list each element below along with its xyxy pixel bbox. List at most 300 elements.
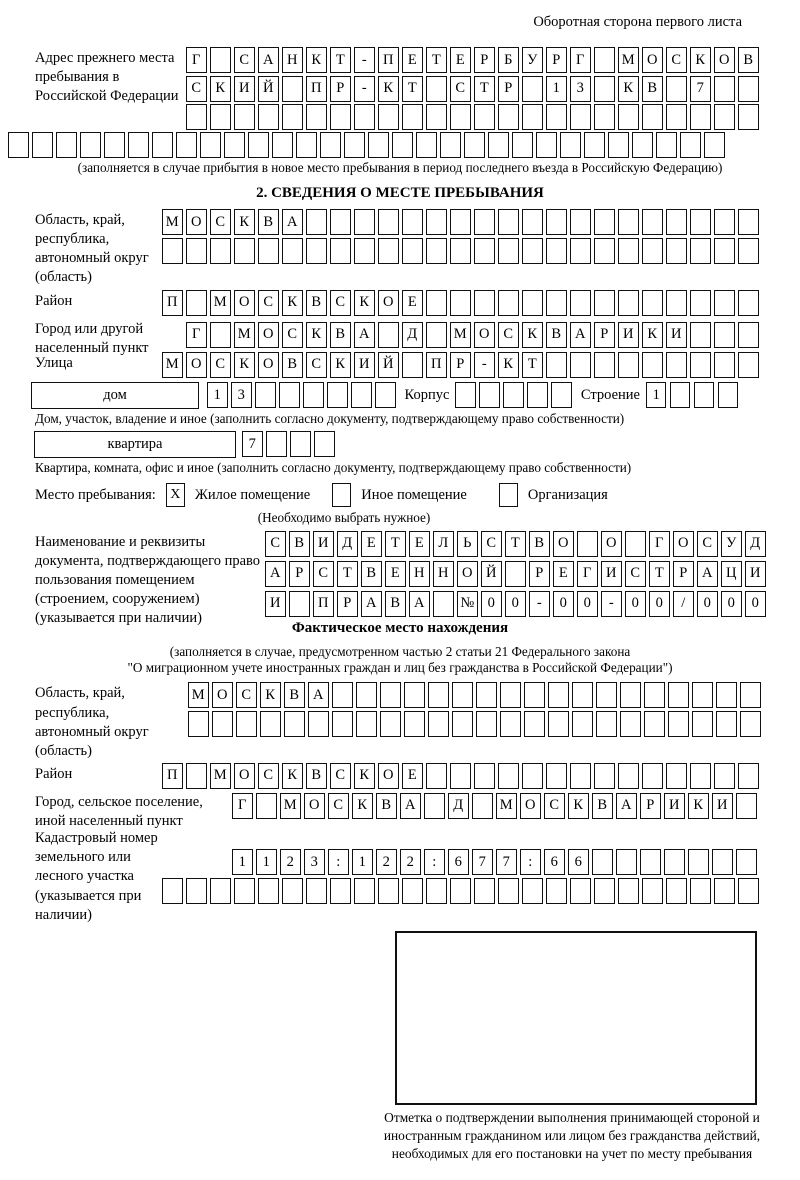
form-cell [296,132,317,158]
form-cell: Р [673,561,694,587]
form-cell: Р [330,76,351,102]
form-cell: О [258,352,279,378]
form-cell [290,431,311,457]
form-cell: В [385,591,406,617]
form-cell [548,711,569,737]
checkbox-zhiloe-pomeshchenie: X [166,483,185,507]
form-cell [738,352,759,378]
form-cell [472,793,493,819]
form-cell: К [282,290,303,316]
form-cell: А [265,561,286,587]
form-cell: Т [337,561,358,587]
form-cell: П [378,47,399,73]
stay-place-label: Место пребывания: [35,486,156,503]
section2-oblast-row-1 [162,209,759,235]
form-cell: Т [426,47,447,73]
form-cell: О [378,290,399,316]
form-cell [344,132,365,158]
form-cell [618,290,639,316]
form-cell [488,132,509,158]
form-cell: К [330,352,351,378]
form-cell: М [234,322,255,348]
form-cell [176,132,197,158]
form-cell [378,238,399,264]
form-cell [594,104,615,130]
form-cell: Т [505,531,526,557]
form-cell: С [544,793,565,819]
form-cell [714,209,735,235]
form-cell [620,711,641,737]
form-cell: А [409,591,430,617]
section2-city-label: Город или другой населенный пункт [35,320,149,356]
form-cell: Й [481,561,502,587]
section2-street-row [162,352,759,378]
form-cell: А [354,322,375,348]
form-cell: К [260,682,281,708]
form-cell [620,682,641,708]
form-cell [452,711,473,737]
form-cell [289,591,310,617]
form-cell: В [282,352,303,378]
form-cell: 3 [231,382,252,408]
form-cell [332,711,353,737]
prev-address-row-3 [186,104,759,130]
form-cell: А [308,682,329,708]
form-cell: 1 [352,849,373,875]
form-cell [608,132,629,158]
form-cell [210,322,231,348]
prev-address-field [35,47,790,130]
form-cell: - [354,47,375,73]
form-cell [666,238,687,264]
form-cell [716,711,737,737]
form-cell [266,431,287,457]
flat-cells [242,431,335,457]
form-cell: Д [337,531,358,557]
flat-labelbox: квартира [34,431,236,458]
form-cell [500,711,521,737]
form-cell: 7 [242,431,263,457]
form-cell [162,238,183,264]
form-cell: А [697,561,718,587]
form-cell: У [721,531,742,557]
form-cell [258,104,279,130]
form-cell [714,352,735,378]
form-cell: С [234,47,255,73]
form-cell [378,104,399,130]
confirmation-mark-caption: Отметка о подтверждении выполнения принимающей стороной и иностранным гражданином или лицом без гражданства действий, необходимых для его постановки на учет по месту пребывания [383,1109,761,1161]
form-cell: 0 [625,591,646,617]
form-cell [464,132,485,158]
form-cell [426,878,447,904]
form-cell: Н [282,47,303,73]
house-row [31,382,790,409]
form-cell [104,132,125,158]
form-cell: В [306,763,327,789]
form-cell: О [304,793,325,819]
form-cell [738,322,759,348]
form-cell: Е [402,290,423,316]
form-cell: С [330,290,351,316]
form-cell [282,878,303,904]
form-cell: О [186,209,207,235]
form-cell: 7 [472,849,493,875]
form-cell [596,711,617,737]
form-cell: 1 [546,76,567,102]
form-cell [320,132,341,158]
form-cell [596,682,617,708]
form-cell [666,76,687,102]
form-cell [450,104,471,130]
form-cell: К [690,47,711,73]
factual-city-field [35,791,790,831]
form-cell [308,711,329,737]
factual-city-row [232,793,757,819]
form-cell [152,132,173,158]
form-cell: К [354,290,375,316]
form-cell: С [313,561,334,587]
prev-address-row-2 [186,76,759,102]
factual-title: Фактическое место нахождения [291,620,509,637]
form-cell: : [328,849,349,875]
form-cell [498,763,519,789]
form-cell [570,878,591,904]
form-cell [738,878,759,904]
form-cell: К [306,47,327,73]
form-cell [212,711,233,737]
form-cell: М [162,352,183,378]
form-cell [522,104,543,130]
form-cell [570,209,591,235]
form-cell: 0 [721,591,742,617]
form-cell [186,763,207,789]
form-cell: М [450,322,471,348]
form-cell: Е [553,561,574,587]
form-cell: С [328,793,349,819]
form-cell [618,238,639,264]
form-cell: В [529,531,550,557]
form-cell: Р [289,561,310,587]
document-row-2 [265,561,766,587]
form-cell [498,878,519,904]
form-cell: Д [745,531,766,557]
form-cell: С [666,47,687,73]
form-cell [402,352,423,378]
form-cell: 0 [697,591,718,617]
form-cell: А [400,793,421,819]
form-cell [378,322,399,348]
form-cell [450,290,471,316]
choose-note: (Необходимо выбрать нужное) [257,509,431,525]
form-cell [570,290,591,316]
flat-note: Квартира, комната, офис и иное (заполнить согласно документу, подтверждающему право собственности) [35,459,632,475]
form-cell: К [210,76,231,102]
form-cell: О [714,47,735,73]
form-cell [498,209,519,235]
form-cell [592,849,613,875]
form-cell [354,209,375,235]
form-cell [738,238,759,264]
cadastre-field [35,827,790,925]
section2-oblast-row-2 [162,238,759,264]
form-cell: И [234,76,255,102]
section2-oblast-label: Область, край, республика, автономный округ (область) [35,212,149,286]
form-cell: Н [409,561,430,587]
form-cell [642,104,663,130]
option-label-zhiloe: Жилое помещение [194,486,311,503]
form-cell [210,104,231,130]
form-cell [450,878,471,904]
form-cell: К [498,352,519,378]
form-cell: 1 [646,382,667,408]
form-cell [714,290,735,316]
document-label: Наименование и реквизиты документа, подтверждающего право пользования помещением (строением, сооружением) (указывается при наличии) [35,533,261,627]
stroenie-cells [646,382,739,408]
form-cell: 2 [376,849,397,875]
form-cell [332,682,353,708]
form-cell [426,290,447,316]
form-cell: Р [474,47,495,73]
form-cell [424,793,445,819]
form-cell [426,763,447,789]
form-cell: Л [433,531,454,557]
form-cell [402,238,423,264]
form-cell [522,290,543,316]
form-cell: В [258,209,279,235]
form-cell [522,76,543,102]
form-cell: Р [640,793,661,819]
form-cell [690,352,711,378]
form-cell [656,132,677,158]
form-cell [618,878,639,904]
form-cell [452,682,473,708]
form-cell [546,104,567,130]
form-cell [404,682,425,708]
form-cell [258,238,279,264]
form-cell [428,711,449,737]
form-cell [738,763,759,789]
form-cell [450,209,471,235]
form-cell: О [474,322,495,348]
form-cell: С [282,322,303,348]
form-cell [642,878,663,904]
form-cell: К [688,793,709,819]
form-cell [714,322,735,348]
form-cell [474,763,495,789]
form-cell [503,382,524,408]
form-cell: Е [450,47,471,73]
form-cell [546,238,567,264]
form-cell [450,763,471,789]
form-cell [644,682,665,708]
form-cell [618,763,639,789]
form-cell [618,209,639,235]
form-cell [668,682,689,708]
house-labelbox: дом [31,382,199,409]
form-cell: П [426,352,447,378]
form-cell: 3 [570,76,591,102]
form-cell: К [282,763,303,789]
form-cell [738,104,759,130]
prev-address-row-1 [186,47,759,73]
prev-address-label: Адрес прежнего места пребывания в Российской Федерации [35,50,179,105]
form-cell: О [673,531,694,557]
form-cell [666,878,687,904]
form-cell [577,531,598,557]
form-cell: К [522,322,543,348]
form-cell [714,763,735,789]
form-cell [594,76,615,102]
form-cell [236,711,257,737]
form-cell [258,878,279,904]
form-cell: Г [232,793,253,819]
form-cell [690,238,711,264]
form-cell [356,682,377,708]
form-cell [644,711,665,737]
form-cell [474,104,495,130]
form-cell: В [738,47,759,73]
form-cell: О [258,322,279,348]
form-cell: / [673,591,694,617]
form-cell: С [258,763,279,789]
form-cell [327,382,348,408]
form-cell: Д [402,322,423,348]
factual-oblast-field [35,682,790,761]
form-cell: М [162,209,183,235]
form-cell [740,682,761,708]
form-cell: О [186,352,207,378]
form-cell [618,104,639,130]
form-cell [440,132,461,158]
form-cell: Е [385,561,406,587]
house-note: Дом, участок, владение и иное (заполнить согласно документу, подтверждающему право собственности) [35,410,625,426]
form-cell [428,682,449,708]
form-cell: О [378,763,399,789]
form-cell: О [234,763,255,789]
form-cell: С [330,763,351,789]
form-cell [186,290,207,316]
form-cell [524,682,545,708]
form-cell [714,76,735,102]
form-cell: П [306,76,327,102]
form-cell: Р [450,352,471,378]
form-cell [690,209,711,235]
page-side-note: Оборотная сторона первого листа [533,14,742,30]
form-cell [354,878,375,904]
factual-oblast-row-2 [188,711,761,737]
form-cell: М [188,682,209,708]
form-cell [690,290,711,316]
form-cell: 0 [505,591,526,617]
form-cell [455,382,476,408]
form-cell: В [330,322,351,348]
form-cell: О [457,561,478,587]
form-cell: - [529,591,550,617]
form-cell: Т [385,531,406,557]
form-cell [282,238,303,264]
form-cell [522,878,543,904]
factual-oblast-row-1 [188,682,761,708]
form-cell [351,382,372,408]
prev-address-row-4 [8,132,790,158]
form-cell [378,209,399,235]
form-cell [80,132,101,158]
form-cell [162,878,183,904]
form-cell: К [234,209,255,235]
form-cell [272,132,293,158]
form-cell [186,238,207,264]
form-cell: 2 [400,849,421,875]
form-cell [536,132,557,158]
document-row-1 [265,531,766,557]
form-cell [690,322,711,348]
form-cell: В [361,561,382,587]
form-cell [522,209,543,235]
form-cell: Т [522,352,543,378]
form-cell: М [280,793,301,819]
form-cell: С [210,352,231,378]
form-cell: 1 [232,849,253,875]
form-cell: : [520,849,541,875]
form-cell: Е [361,531,382,557]
form-cell: И [745,561,766,587]
form-cell: Г [649,531,670,557]
form-cell [279,382,300,408]
form-cell [594,47,615,73]
confirmation-mark-box [395,931,757,1105]
form-cell: 1 [207,382,228,408]
option-label-organizatsiya: Организация [527,486,608,503]
checkbox-organizatsiya [499,483,518,507]
form-cell: А [258,47,279,73]
form-cell [224,132,245,158]
form-cell [740,711,761,737]
form-cell [594,290,615,316]
form-cell: Г [577,561,598,587]
form-cell: В [289,531,310,557]
form-cell [255,382,276,408]
form-cell: В [546,322,567,348]
form-cell [186,878,207,904]
form-cell [56,132,77,158]
form-cell [402,878,423,904]
form-cell [718,382,739,408]
form-cell: В [306,290,327,316]
form-cell [594,209,615,235]
form-cell [642,352,663,378]
form-cell: Г [570,47,591,73]
form-cell: Г [186,322,207,348]
form-cell: В [284,682,305,708]
form-cell [666,104,687,130]
section2-rayon-field [35,290,790,316]
form-cell: А [570,322,591,348]
form-cell [330,104,351,130]
factual-rayon-field [35,763,790,789]
form-cell [282,104,303,130]
form-cell: 1 [256,849,277,875]
stroenie-label: Строение [580,386,640,403]
form-cell [356,711,377,737]
form-cell: А [616,793,637,819]
form-cell: К [378,76,399,102]
form-cell: С [697,531,718,557]
form-cell [498,290,519,316]
form-cell: О [234,290,255,316]
form-cell: И [666,322,687,348]
form-cell [426,322,447,348]
form-cell: 0 [553,591,574,617]
